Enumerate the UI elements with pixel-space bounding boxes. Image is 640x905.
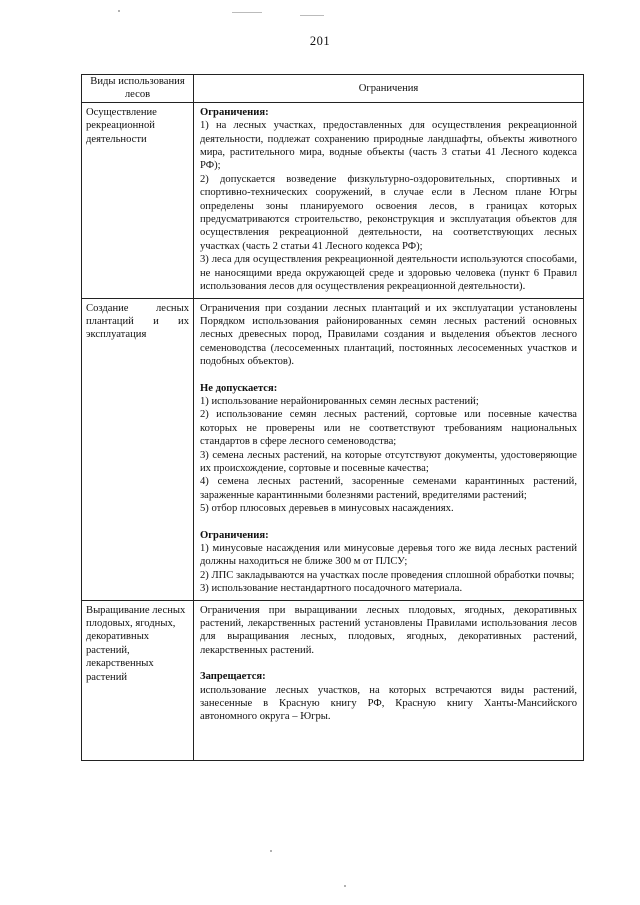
restriction-paragraph: использование лесных участков, на которых встречаются виды растений, занесенные в Красную книгу РФ, Красную книгу Ханты-Мансийского автономного округа – Югры. bbox=[200, 684, 577, 723]
scan-artifact bbox=[270, 850, 272, 852]
scan-artifact bbox=[344, 885, 346, 887]
usage-type-line: растений bbox=[86, 671, 128, 683]
list-item: 1) минусовые насаждения или минусовые деревья того же вида лесных растений должны находиться не ближе 300 м от ПЛСУ; bbox=[200, 543, 577, 568]
scan-artifact bbox=[118, 10, 120, 12]
usage-type-line: лекарственных bbox=[86, 658, 154, 670]
restriction-paragraph: 3) леса для осуществления рекреационной деятельности используются способами, не наносящими вреда окружающей среде и здоровью человека (пункт 6 Правил использования лесов для осуществления рекреационной деятельности). bbox=[200, 254, 577, 293]
usage-type-line: растений, bbox=[86, 644, 130, 656]
usage-type-line: декоративных bbox=[86, 631, 150, 643]
usage-type-cell bbox=[82, 298, 194, 600]
usage-type-cell bbox=[82, 102, 194, 298]
scan-artifact bbox=[232, 12, 262, 13]
usage-type-line: плантаций и их bbox=[86, 315, 189, 327]
list-item: 2) использование семян лесных растений, сортовые или посевные качества которых не проверены или не соответствуют требованиям национальных стандартов в сфере лесного семеноводства; bbox=[200, 409, 577, 448]
list-item: 1) использование нерайонированных семян лесных растений; bbox=[200, 395, 479, 407]
usage-type-line: Создание лесных bbox=[86, 302, 189, 314]
list-item: 4) семена лесных растений, засоренные семенами карантинных растений, зараженные карантинными болезнями растений, вредителями растений; bbox=[200, 476, 577, 501]
intro-paragraph: Ограничения при создании лесных плантаций и их эксплуатации установлены Порядком использования районированных семян лесных растений основных лесных древесных пород, Правилами создания и выделения объектов лесного семеноводства (лесосеменных плантаций, постоянных лесосеменных участков и подобных объектов). bbox=[200, 302, 577, 368]
header-usage-types bbox=[82, 75, 194, 103]
usage-type-line: Осуществление bbox=[86, 106, 157, 118]
table-row bbox=[82, 600, 584, 760]
section-heading: Не допускается: bbox=[200, 382, 278, 394]
usage-type-line: эксплуатация bbox=[86, 329, 147, 341]
section-heading: Запрещается: bbox=[200, 671, 266, 683]
intro-paragraph: Ограничения при выращивании лесных плодовых, ягодных, декоративных растений, лекарственных растений установлены Правилами использования лесов для выращивания лесных, плодовых, ягодных, декоративных растений, лекарственных растений. bbox=[200, 604, 577, 656]
table-row bbox=[82, 102, 584, 298]
scan-artifact bbox=[300, 15, 324, 16]
header-restrictions: Ограничения bbox=[194, 75, 584, 103]
usage-type-line: плодовых, ягодных, bbox=[86, 618, 176, 630]
restriction-paragraph: 2) допускается возведение физкультурно-оздоровительных, спортивных и спортивно-технических сооружений, в случае если в Лесном плане Югры определены зоны планируемого освоения лесов, в границах которых предусматриваются строительство, реконструкция и эксплуатация объектов для осуществления рекреационной деятельности, на соответствующих лесных участках (часть 2 статьи 41 Лесного кодекса РФ); bbox=[200, 173, 577, 252]
list-item: 3) семена лесных растений, на которые отсутствуют документы, удостоверяющие их происхождение, сортовые и посевные качества; bbox=[200, 449, 577, 474]
restrictions-table bbox=[81, 74, 584, 761]
page-number: 201 bbox=[309, 34, 331, 48]
header-usage-types-line1: Виды использования bbox=[90, 76, 185, 87]
restrictions-cell bbox=[194, 102, 584, 298]
usage-type-line: рекреационной bbox=[86, 120, 155, 132]
section-heading: Ограничения: bbox=[200, 106, 269, 118]
list-item: 3) использование нестандартного посадочного материала. bbox=[200, 583, 463, 595]
table-row bbox=[82, 298, 584, 600]
restrictions-cell bbox=[194, 600, 584, 760]
usage-type-line: деятельности bbox=[86, 133, 147, 145]
list-item: 5) отбор плюсовых деревьев в минусовых насаждениях. bbox=[200, 503, 454, 515]
section-heading: Ограничения: bbox=[200, 529, 269, 541]
usage-type-cell bbox=[82, 600, 194, 760]
restrictions-cell bbox=[194, 298, 584, 600]
list-item: 2) ЛПС закладываются на участках после проведения сплошной обработки почвы; bbox=[200, 569, 575, 581]
header-usage-types-line2: лесов bbox=[124, 89, 151, 101]
restriction-paragraph: 1) на лесных участках, предоставленных для осуществления рекреационной деятельности, подлежат сохранению природные ландшафты, объекты животного мира, растительного мира, водные объекты (часть 3 статьи 41 Лесного кодекса РФ); bbox=[200, 120, 577, 172]
usage-type-line: Выращивание лесных bbox=[86, 604, 186, 616]
table-header-row bbox=[82, 75, 584, 103]
